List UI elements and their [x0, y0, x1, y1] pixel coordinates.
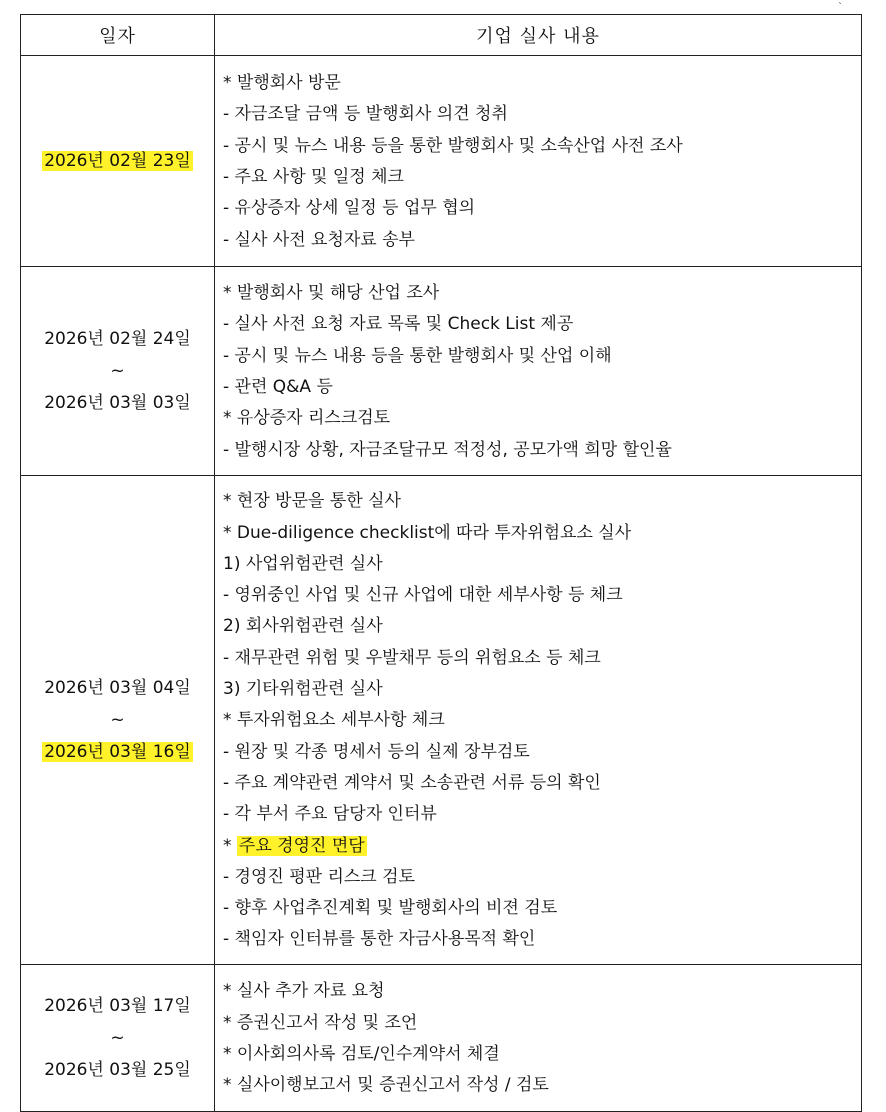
date-column-header: 일자: [21, 15, 215, 56]
content-cell: [215, 56, 862, 267]
list-item: 2) 회사위험관련 실사: [223, 616, 383, 637]
list-item: - 공시 및 뉴스 내용 등을 통한 발행회사 및 산업 이해: [223, 345, 612, 366]
list-item: - 주요 계약관련 계약서 및 소송관련 서류 등의 확인: [223, 772, 601, 793]
list-item-highlighted: [223, 831, 861, 862]
list-item: - 영위중인 사업 및 신규 사업에 대한 세부사항 등 체크: [223, 585, 623, 606]
list-item: - 공시 및 뉴스 내용 등을 통한 발행회사 및 소속산업 사전 조사: [223, 135, 683, 156]
due-diligence-table: [20, 14, 862, 1112]
list-item: - 원장 및 각종 명세서 등의 실제 장부검토: [223, 741, 530, 762]
corner-mark: `: [838, 2, 843, 13]
table-header-row: [21, 15, 862, 56]
table-row: [21, 56, 862, 267]
list-item: 3) 기타위험관련 실사: [223, 679, 383, 700]
content-cell: [215, 476, 862, 965]
list-item: - 향후 사업추진계획 및 발행회사의 비젼 검토: [223, 898, 558, 919]
list-item: * 유상증자 리스크검토: [223, 408, 391, 429]
date-cell: [21, 267, 215, 476]
date-start-highlighted: 2026년 02월 23일: [44, 151, 191, 171]
content-cell: [215, 965, 862, 1112]
list-item: - 재무관련 위험 및 우발채무 등의 위험요소 등 체크: [223, 647, 601, 668]
list-item: * 현장 방문을 통한 실사: [223, 491, 401, 512]
date-cell: [21, 56, 215, 267]
list-item: * 실사 추가 자료 요청: [223, 981, 385, 1002]
list-item: * 투자위험요소 세부사항 체크: [223, 710, 445, 731]
date-cell: [21, 476, 215, 965]
date-cell: [21, 965, 215, 1112]
table-row: [21, 965, 862, 1112]
date-start: 2026년 03월 04일: [44, 678, 191, 698]
table-row: [21, 476, 862, 965]
date-start: 2026년 02월 24일: [44, 329, 191, 349]
list-item: - 실사 사전 요청자료 송부: [223, 229, 415, 250]
list-item: * Due-diligence checklist에 따라 투자위험요소 실사: [223, 522, 632, 543]
table-row: [21, 267, 862, 476]
date-start: 2026년 03월 17일: [44, 996, 191, 1016]
date-range-tilde: ~: [110, 710, 125, 730]
list-item: * 증권신고서 작성 및 조언: [223, 1012, 418, 1033]
date-range-tilde: ~: [110, 1028, 125, 1048]
highlighted-text: 주요 경영진 면담: [238, 835, 365, 856]
list-item: - 주요 사항 및 일정 체크: [223, 167, 404, 187]
list-item: - 경영진 평판 리스크 검토: [223, 866, 415, 887]
date-end: 2026년 03월 03일: [44, 393, 191, 413]
list-item: - 실사 사전 요청 자료 목록 및 Check List 제공: [223, 314, 574, 335]
content-column-header: 기업 실사 내용: [215, 15, 862, 56]
date-end: 2026년 03월 25일: [44, 1060, 191, 1080]
list-item: * 실사이행보고서 및 증권신고서 작성 / 검토: [223, 1075, 549, 1096]
list-item: - 자금조달 금액 등 발행회사 의견 청취: [223, 104, 508, 125]
bullet-marker: *: [223, 835, 237, 856]
date-range-tilde: ~: [110, 361, 125, 381]
list-item: - 각 부서 주요 담당자 인터뷰: [223, 804, 437, 825]
list-item: * 발행회사 방문: [223, 73, 341, 94]
list-item: * 이사회의사록 검토/인수계약서 체결: [223, 1044, 500, 1064]
content-cell: [215, 267, 862, 476]
list-item: - 관련 Q&A 등: [223, 377, 333, 397]
date-end-highlighted: 2026년 03월 16일: [44, 742, 191, 762]
list-item: 1) 사업위험관련 실사: [223, 553, 383, 574]
list-item: - 책임자 인터뷰를 통한 자금사용목적 확인: [223, 929, 536, 950]
list-item: * 발행회사 및 해당 산업 조사: [223, 283, 440, 304]
list-item: - 유상증자 상세 일정 등 업무 협의: [223, 198, 476, 219]
list-item: - 발행시장 상황, 자금조달규모 적정성, 공모가액 희망 할인율: [223, 439, 672, 460]
